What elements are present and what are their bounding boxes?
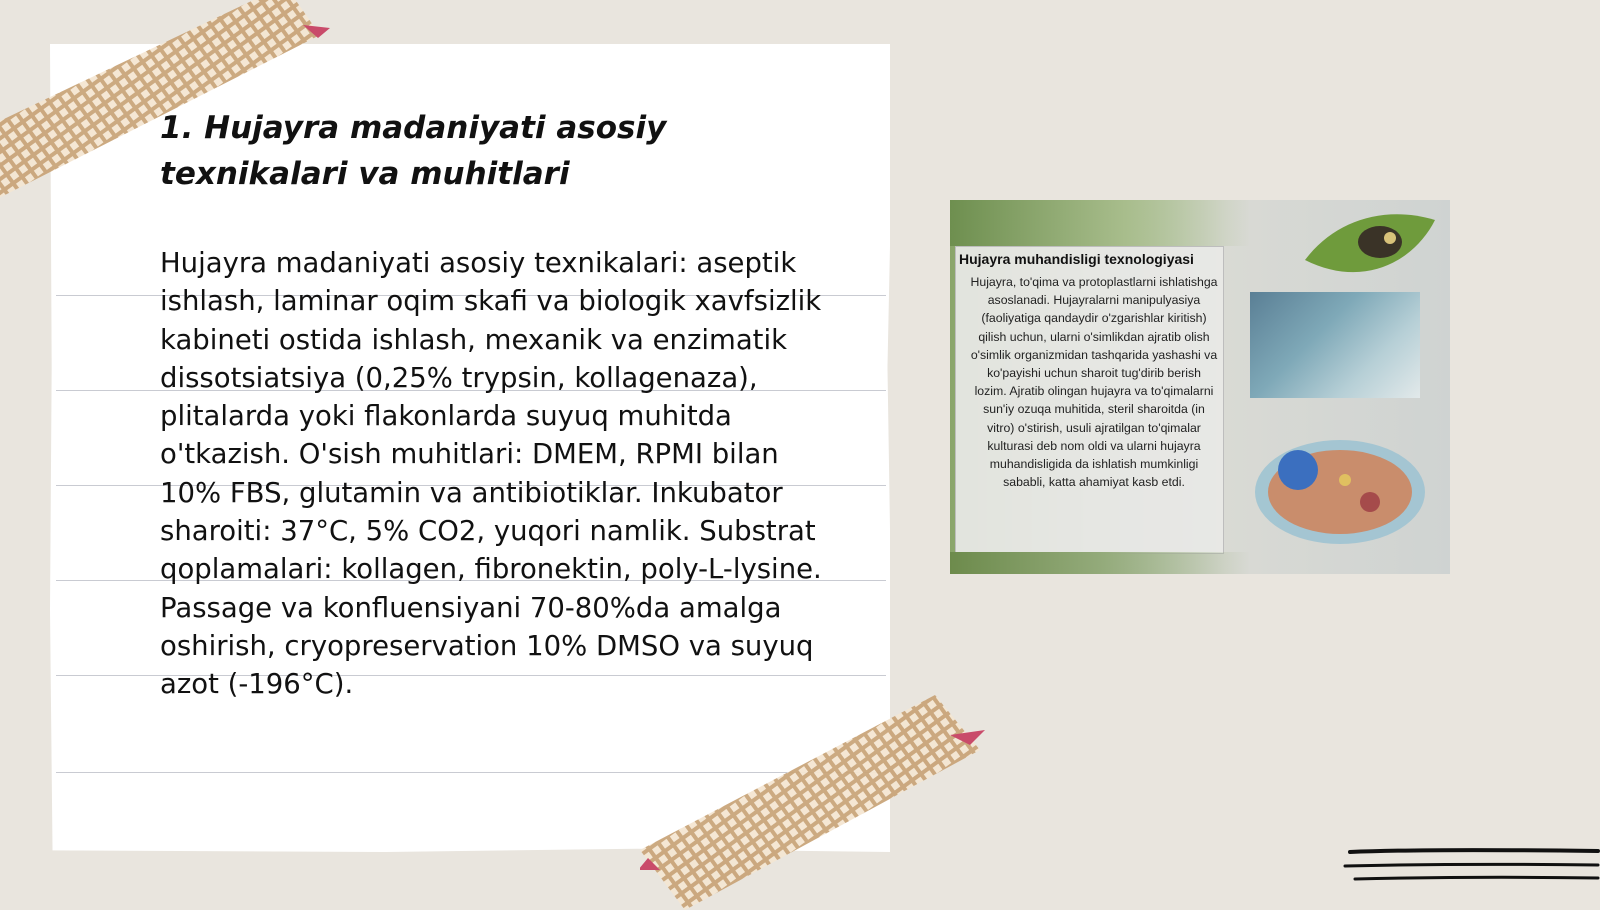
decorative-lines [1340, 846, 1600, 886]
figure-image [950, 200, 1450, 574]
figure-text-box [955, 246, 1224, 554]
slide-title: 1. Hujayra madaniyati asosiy texnikalari va muhitlari [160, 110, 667, 192]
leaf-illustration [1295, 200, 1445, 300]
washi-tape-bottom [640, 690, 1000, 910]
lab-photo [1250, 292, 1420, 398]
figure-bottom-band [950, 552, 1450, 574]
slide-body-text: Hujayra madaniyati asosiy texnikalari: aseptik ishlash, laminar oqim skafi va biologik xavfsizlik kabineti ostida ishlash, mexanik va enzimatik dissotsiatsiya (0,25% trypsin, kollagenaza), plitalarda yoki flakonlarda suyuq muhitda o'tkazish. O'sish muhitlari: DMEM, RPMI bilan 10% FBS, glutamin va antibiotiklar. Inkubator sharoiti: 37°C, 5% CO2, yuqori namlik. Substrat qoplamalari: kollagen, fibronektin, poly-L-lysine. Passage va konfluensiyani 70-80%da amalga oshirish, cryopreservation 10% DMSO va suyuq azot (-196°C). [160, 247, 822, 701]
cell-illustration [1250, 432, 1430, 552]
figure-text: Hujayra, to'qima va protoplastlarni ishlatishga asoslanadi. Hujayralarni manipulyasiya (faoliyatiga qandaydir o'zgarishlar kiritish) qilish uchun, ularni o'simlikdan ajratib olish o'simlik organizmidan tashqarida yashashi va ko'payishi uchun sharoit tug'dirib berish lozim. Ajratib olingan hujayra va to'qimalarni sun'iy ozuqa muhitida, steril sharoitda (in vitro) o'stirish, usuli ajratilgan to'qimalar kulturasi deb nom oldi va ularni hujayra muhandisligida da ishlatish mumkinligi sababli, katta ahamiyat kasb etdi. [970, 275, 1218, 490]
figure-heading: Hujayra muhandisligi texnologiyasi [959, 251, 1194, 267]
